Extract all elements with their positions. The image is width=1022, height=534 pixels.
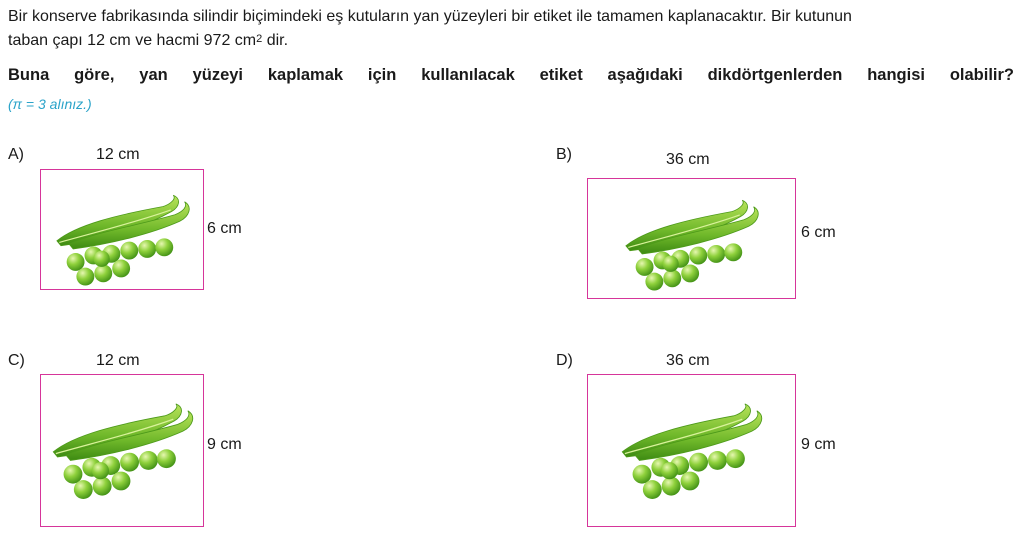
option-b-width-label: 36 cm xyxy=(666,151,710,168)
pi-note: (π = 3 alınız.) xyxy=(8,96,92,112)
pea-pods-icon xyxy=(49,192,199,288)
option-c-label-rectangle[interactable] xyxy=(40,374,204,527)
pea-pods-icon xyxy=(618,399,768,503)
question-line-2 xyxy=(8,31,288,52)
option-d-label-rectangle[interactable] xyxy=(587,374,796,527)
option-b-height-label: 6 cm xyxy=(801,224,836,241)
option-d-letter[interactable]: D) xyxy=(556,352,573,369)
option-b-label-rectangle[interactable] xyxy=(587,178,796,299)
question-prompt: Buna göre, yan yüzeyi kaplamak için kullanılacak etiket aşağıdaki dikdörtgenlerden hangisi olabilir? xyxy=(8,66,1014,84)
exponent: 2 xyxy=(256,33,263,45)
option-d-width-label: 36 cm xyxy=(666,352,710,369)
question-line-2-text: taban çapı 12 cm ve hacmi 972 cm xyxy=(8,32,257,49)
option-c-letter[interactable]: C) xyxy=(8,352,25,369)
option-d-height-label: 9 cm xyxy=(801,436,836,453)
option-b-letter[interactable]: B) xyxy=(556,146,572,163)
option-a-label-rectangle[interactable] xyxy=(40,169,204,290)
option-a-height-label: 6 cm xyxy=(207,220,242,237)
question-line-1: Bir konserve fabrikasında silindir biçimindeki eş kutuların yan yüzeyleri bir etiket ile tamamen kaplanacaktır. Bir kutunun xyxy=(8,8,852,25)
pea-pods-icon xyxy=(49,399,199,503)
question-line-2-suffix: dir. xyxy=(262,32,289,49)
option-c-width-label: 12 cm xyxy=(96,352,140,369)
option-a-letter[interactable]: A) xyxy=(8,146,24,163)
option-a-width-label: 12 cm xyxy=(96,146,140,163)
option-c-height-label: 9 cm xyxy=(207,436,242,453)
pea-pods-icon xyxy=(618,197,768,293)
